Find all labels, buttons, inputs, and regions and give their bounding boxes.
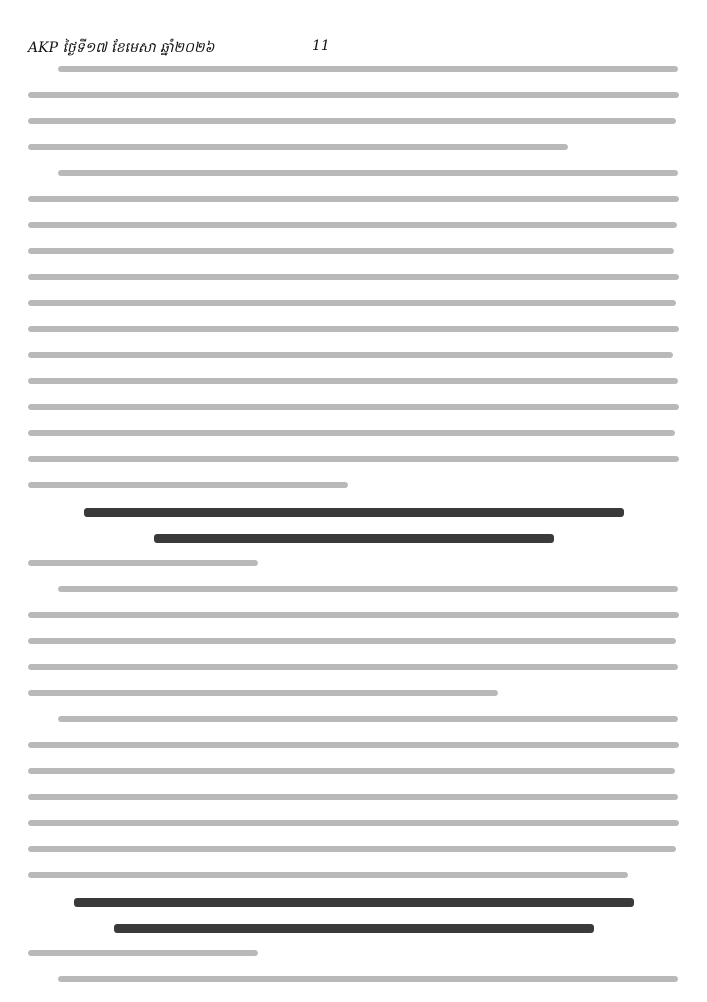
text-line-placeholder bbox=[28, 482, 348, 488]
text-line-placeholder bbox=[28, 794, 678, 800]
page-number: 11 bbox=[312, 38, 330, 54]
text-line-placeholder bbox=[28, 612, 679, 618]
text-line-placeholder bbox=[28, 742, 679, 748]
page-header bbox=[28, 38, 679, 56]
text-line-placeholder bbox=[28, 92, 679, 98]
text-line-placeholder bbox=[28, 430, 675, 436]
text-line-placeholder bbox=[28, 820, 679, 826]
text-line-placeholder bbox=[58, 66, 678, 72]
headline-placeholder bbox=[84, 508, 624, 517]
text-line-placeholder bbox=[28, 300, 676, 306]
text-line-placeholder bbox=[28, 872, 628, 878]
text-line-placeholder bbox=[28, 326, 679, 332]
text-line-placeholder bbox=[28, 456, 679, 462]
text-line-placeholder bbox=[58, 170, 678, 176]
text-line-placeholder bbox=[28, 690, 498, 696]
text-line-placeholder bbox=[28, 846, 676, 852]
text-line-placeholder bbox=[28, 378, 678, 384]
text-line-placeholder bbox=[58, 976, 678, 982]
text-line-placeholder bbox=[28, 664, 678, 670]
headline-placeholder bbox=[74, 898, 634, 907]
text-line-placeholder bbox=[28, 352, 673, 358]
text-line-placeholder bbox=[28, 950, 258, 956]
text-line-placeholder bbox=[28, 768, 675, 774]
text-line-placeholder bbox=[28, 222, 677, 228]
headline-placeholder bbox=[114, 924, 594, 933]
text-line-placeholder bbox=[58, 586, 678, 592]
article-body bbox=[28, 66, 679, 1002]
text-line-placeholder bbox=[28, 144, 568, 150]
text-line-placeholder bbox=[28, 274, 679, 280]
text-line-placeholder bbox=[28, 118, 676, 124]
text-line-placeholder bbox=[28, 248, 674, 254]
text-line-placeholder bbox=[58, 716, 678, 722]
text-line-placeholder bbox=[28, 638, 676, 644]
text-line-placeholder bbox=[28, 560, 258, 566]
headline-placeholder bbox=[154, 534, 554, 543]
text-line-placeholder bbox=[28, 196, 679, 202]
text-line-placeholder bbox=[28, 404, 679, 410]
page-dateline: AKP ថ្ងៃទី១៧ ខែមេសា ឆ្នាំ២០២៦ bbox=[28, 40, 215, 56]
